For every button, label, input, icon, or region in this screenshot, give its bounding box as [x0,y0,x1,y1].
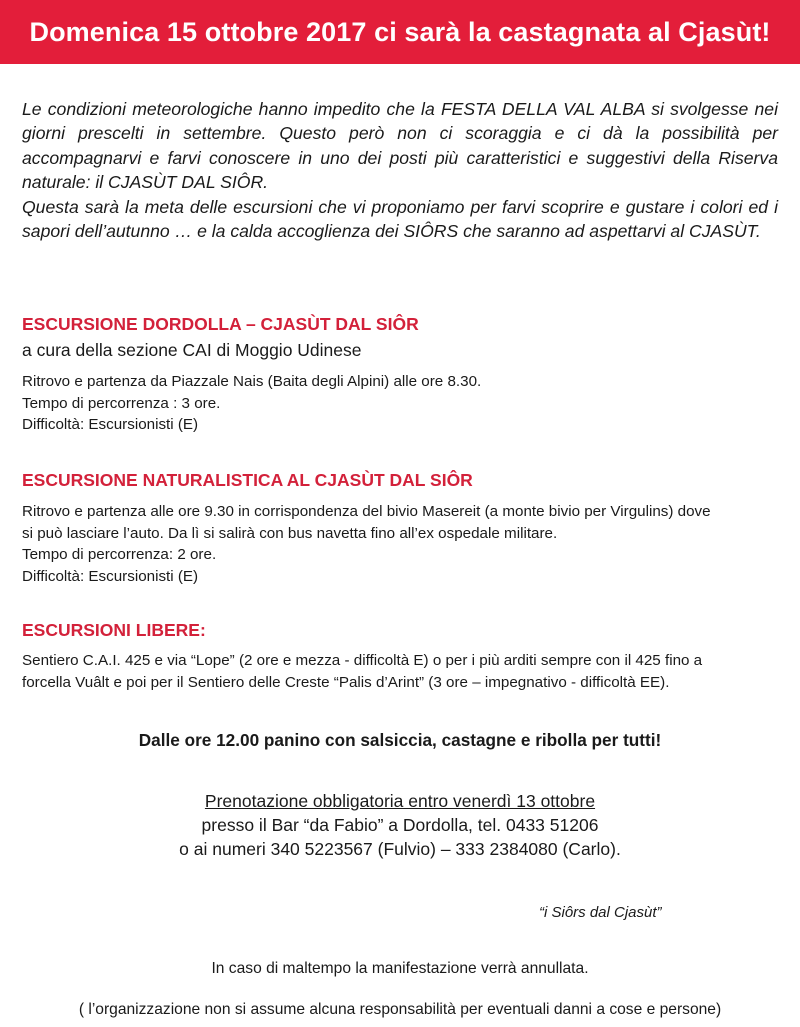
excursion-1-line: Ritrovo e partenza da Piazzale Nais (Baita degli Alpini) alle ore 8.30. [22,373,482,390]
excursion-3-details [22,650,782,693]
intro-paragraph-1: Le condizioni meteorologiche hanno impedito che la FESTA DELLA VAL ALBA si svolgesse nei giorni prescelti in settembre. Questo però non ci scoraggia e ci dà la possibilità per accompagnarvi e farvi conoscere in uno dei posti più caratteristici e suggestivi della Riserva naturale: il CJASÙT DAL SIÔR. [22,99,778,193]
excursion-2-line: si può lasciare l’auto. Da lì si salirà con bus navetta fino all’ex ospedale militare. [22,524,558,542]
disclaimer: ( l’organizzazione non si assume alcuna responsabilità per eventuali danni a cose e persone) [78,1001,722,1018]
excursion-3-line: forcella Vuâlt e poi per il Sentiero delle Creste “Palis d’Arint” (3 ore – impegnativo - difficoltà EE). [22,673,670,691]
intro-paragraph-2: Questa sarà la meta delle escursioni che vi proponiamo per farvi scoprire e gustare i colori ed i sapori dell’autunno … e la calda accoglienza dei SIÔRS che saranno ad aspettarvi al CJASÙT. [22,196,778,242]
food-announcement: Dalle ore 12.00 panino con salsiccia, castagne e ribolla per tutti! [138,730,662,750]
excursion-2-line: Difficoltà: Escursionisti (E) [22,567,199,585]
booking-deadline: Prenotazione obbligatoria entro venerdì 13 ottobre [204,791,596,811]
intro-text [22,97,778,243]
excursion-1-line: Difficoltà: Escursionisti (E) [22,416,199,433]
signature: “i Siôrs dal Cjasùt” [539,904,662,921]
header-banner [0,0,800,64]
excursion-2-line: Tempo di percorrenza: 2 ore. [22,546,217,563]
excursion-1-title: ESCURSIONE DORDOLLA – CJASÙT DAL SIÔR [22,314,419,334]
excursion-1-details [22,371,782,436]
excursion-1-line: Tempo di percorrenza : 3 ore. [22,394,221,412]
booking-info [0,789,800,861]
weather-note: In caso di maltempo la manifestazione verrà annullata. [211,960,589,977]
excursion-2-line: Ritrovo e partenza alle ore 9.30 in corrispondenza del bivio Masereit (a monte bivio per Virgulins) dove [22,503,711,520]
excursion-3-title: ESCURSIONI LIBERE: [22,620,206,640]
excursion-2-details [22,501,782,587]
excursion-1-subtitle: a cura della sezione CAI di Moggio Udinese [22,340,362,360]
booking-location: presso il Bar “da Fabio” a Dordolla, tel. 0433 51206 [201,815,599,835]
excursion-2-title: ESCURSIONE NATURALISTICA AL CJASÙT DAL SIÔR [22,470,473,490]
excursion-3-line: Sentiero C.A.I. 425 e via “Lope” (2 ore e mezza - difficoltà E) o per i più arditi sempre con il 425 fino a [22,652,703,669]
page-title: Domenica 15 ottobre 2017 ci sarà la castagnata al Cjasùt! [29,16,771,47]
booking-phones: o ai numeri 340 5223567 (Fulvio) – 333 2384080 (Carlo). [179,839,621,859]
